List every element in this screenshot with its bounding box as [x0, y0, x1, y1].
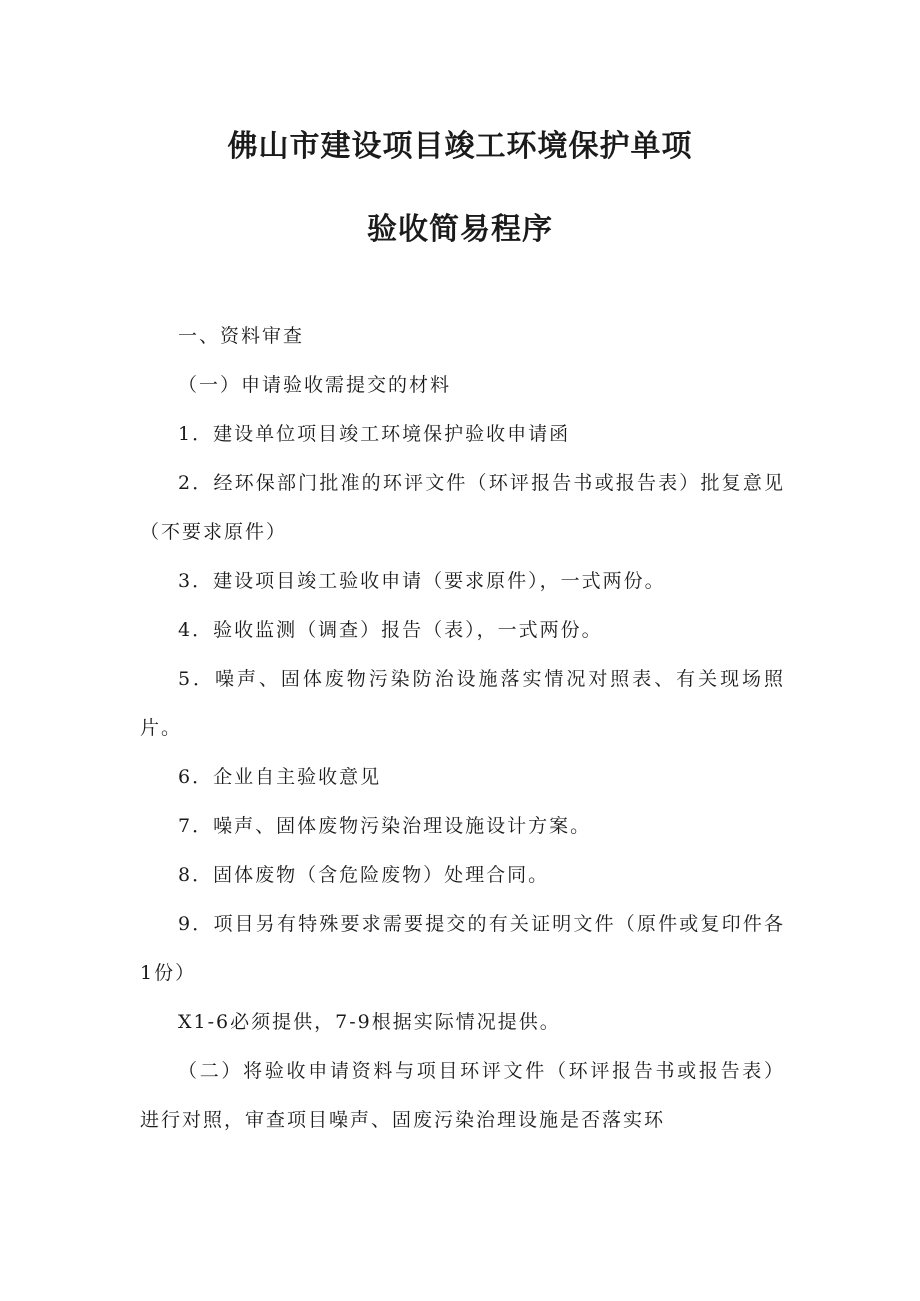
list-item-4: 4．验收监测（调查）报告（表），一式两份。	[178, 619, 603, 641]
list-item-7: 7．噪声、固体废物污染治理设施设计方案。	[178, 815, 592, 837]
list-item-2: 2．经环保部门批准的环评文件（环评报告书或报告表）批复意见（不要求原件）	[140, 472, 785, 543]
list-item-8: 8．固体废物（含危险废物）处理合同。	[178, 864, 550, 886]
subsection-heading-materials: （一）申请验收需提交的材料	[178, 374, 452, 396]
document-title-line-2: 验收简易程序	[367, 212, 553, 247]
list-item-5: 5．噪声、固体废物污染防治设施落实情况对照表、有关现场照片。	[140, 668, 785, 739]
document-title-line-1: 佛山市建设项目竣工环境保护单项	[227, 129, 693, 164]
list-item-1: 1．建设单位项目竣工环境保护验收申请函	[178, 423, 571, 445]
subsection-heading-comparison: （二）将验收申请资料与项目环评文件（环评报告书或报告表）进行对照，审查项目噪声、固废污染治理设施是否落实环	[140, 1060, 785, 1131]
list-item-3: 3．建设项目竣工验收申请（要求原件），一式两份。	[178, 570, 666, 592]
section-heading-data-review: 一、资料审查	[178, 325, 305, 347]
provision-note: X1-6必须提供，7-9根据实际情况提供。	[178, 1011, 561, 1033]
list-item-6: 6．企业自主验收意见	[178, 766, 382, 788]
list-item-9: 9．项目另有特殊要求需要提交的有关证明文件（原件或复印件各1份）	[140, 913, 785, 984]
document-body	[140, 312, 785, 1145]
